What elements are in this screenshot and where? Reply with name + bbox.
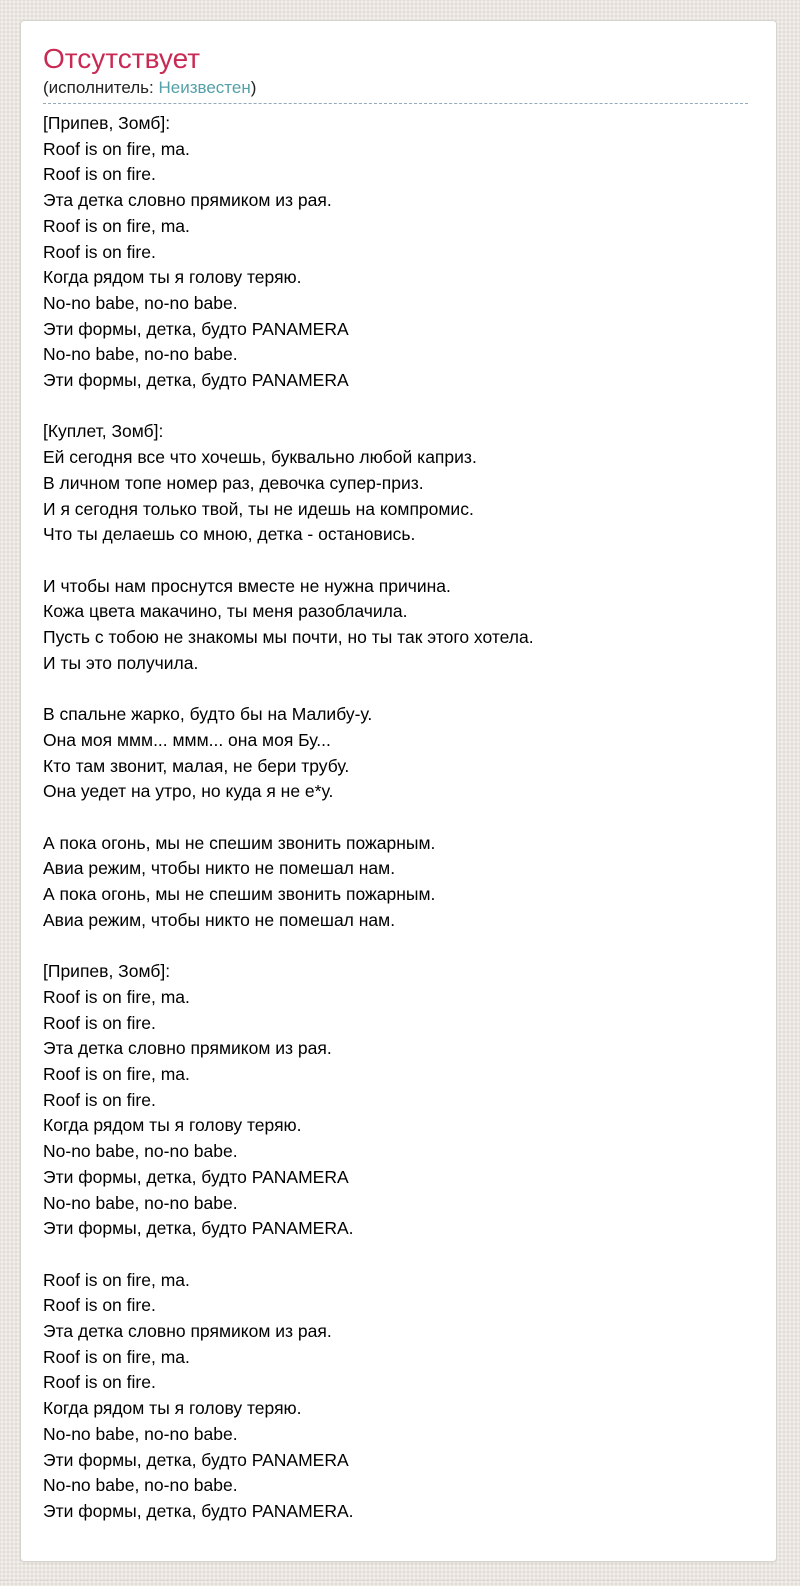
lyrics-line: [Куплет, Зомб]: [43,421,164,442]
lyrics-line: No-no babe, no-no babe. [43,1423,238,1444]
lyrics-line: No-no babe, no-no babe. [43,1475,238,1496]
lyrics-line: В спальне жарко, будто бы на Малибу-у. [43,704,373,725]
lyrics-line: No-no babe, no-no babe. [43,344,238,365]
lyrics-line: Roof is on fire, ma. [43,215,190,236]
lyrics-line: Когда рядом ты я голову теряю. [43,1398,302,1419]
lyrics-line: Roof is on fire. [43,1372,156,1393]
lyrics-blank-line [43,676,748,702]
lyrics-line: [Припев, Зомб]: [43,113,171,133]
lyrics-line: Roof is on fire. [43,1295,156,1316]
lyrics-line: Эти формы, детка, будто PANAMERA. [43,1500,354,1521]
lyrics-line: Ей сегодня все что хочешь, буквально любой каприз. [43,447,477,468]
lyrics-text [43,111,748,1525]
lyrics-line: Roof is on fire. [43,1089,156,1110]
artist-line [43,77,748,104]
lyrics-line: Roof is on fire. [43,241,156,262]
lyrics-line: No-no babe, no-no babe. [43,292,238,313]
lyrics-line: Эти формы, детка, будто PANAMERA [43,370,349,391]
lyrics-line: Roof is on fire, ma. [43,1269,190,1290]
artist-label-close: ) [250,78,257,97]
artist-link[interactable]: Неизвестен [158,78,251,97]
artist-label: (исполнитель: [43,78,159,97]
lyrics-line: Эти формы, детка, будто PANAMERA [43,1449,349,1470]
lyrics-line: Эта детка словно прямиком из рая. [43,190,332,211]
lyrics-line: А пока огонь, мы не спешим звонить пожарным. [43,884,436,905]
lyrics-line: Эти формы, детка, будто PANAMERA [43,1166,349,1187]
lyrics-line: Когда рядом ты я голову теряю. [43,1115,302,1136]
lyrics-line: Кто там звонит, малая, не бери трубу. [43,755,350,776]
lyrics-line: В личном топе номер раз, девочка супер-приз. [43,472,424,493]
lyrics-line: Эта детка словно прямиком из рая. [43,1038,332,1059]
lyrics-line: А пока огонь, мы не спешим звонить пожарным. [43,832,436,853]
lyrics-line: И чтобы нам проснутся вместе не нужна причина. [43,575,451,596]
lyrics-line: Roof is on fire, ma. [43,1064,190,1085]
lyrics-line: Она моя ммм... ммм... она моя Бу... [43,729,331,750]
lyrics-line: Roof is on fire, ma. [43,986,190,1007]
lyrics-line: Пусть с тобою не знакомы мы почти, но ты так этого хотела. [43,627,534,648]
lyrics-line: No-no babe, no-no babe. [43,1192,238,1213]
lyrics-blank-line [43,548,748,574]
lyrics-line: Когда рядом ты я голову теряю. [43,267,302,288]
lyrics-line: Roof is on fire. [43,164,156,185]
lyrics-blank-line [43,805,748,831]
lyrics-line: Авиа режим, чтобы никто не помешал нам. [43,858,396,879]
lyrics-blank-line [43,394,748,420]
song-title: Отсутствует [43,43,201,74]
lyrics-line: Эти формы, детка, будто PANAMERA. [43,1218,354,1239]
lyrics-line: Эта детка словно прямиком из рая. [43,1321,332,1342]
lyrics-line: Она уедет на утро, но куда я не е*у. [43,781,334,802]
lyrics-line: Эти формы, детка, будто PANAMERA [43,318,349,339]
lyrics-line: Что ты делаешь со мною, детка - остановись. [43,524,416,545]
lyrics-line: Авиа режим, чтобы никто не помешал нам. [43,909,396,930]
lyrics-line: Roof is on fire, ma. [43,138,190,159]
lyrics-line: [Припев, Зомб]: [43,961,171,982]
lyrics-card [20,20,777,1562]
lyrics-line: Roof is on fire. [43,1012,156,1033]
lyrics-blank-line [43,934,748,960]
lyrics-line: Кожа цвета макачино, ты меня разоблачила. [43,601,408,622]
lyrics-line: No-no babe, no-no babe. [43,1141,238,1162]
lyrics-line: И ты это получила. [43,652,199,673]
lyrics-blank-line [43,1242,748,1268]
lyrics-line: Roof is on fire, ma. [43,1346,190,1367]
bottom-divider [0,1580,800,1581]
lyrics-line: И я сегодня только твой, ты не идешь на компромис. [43,498,474,519]
